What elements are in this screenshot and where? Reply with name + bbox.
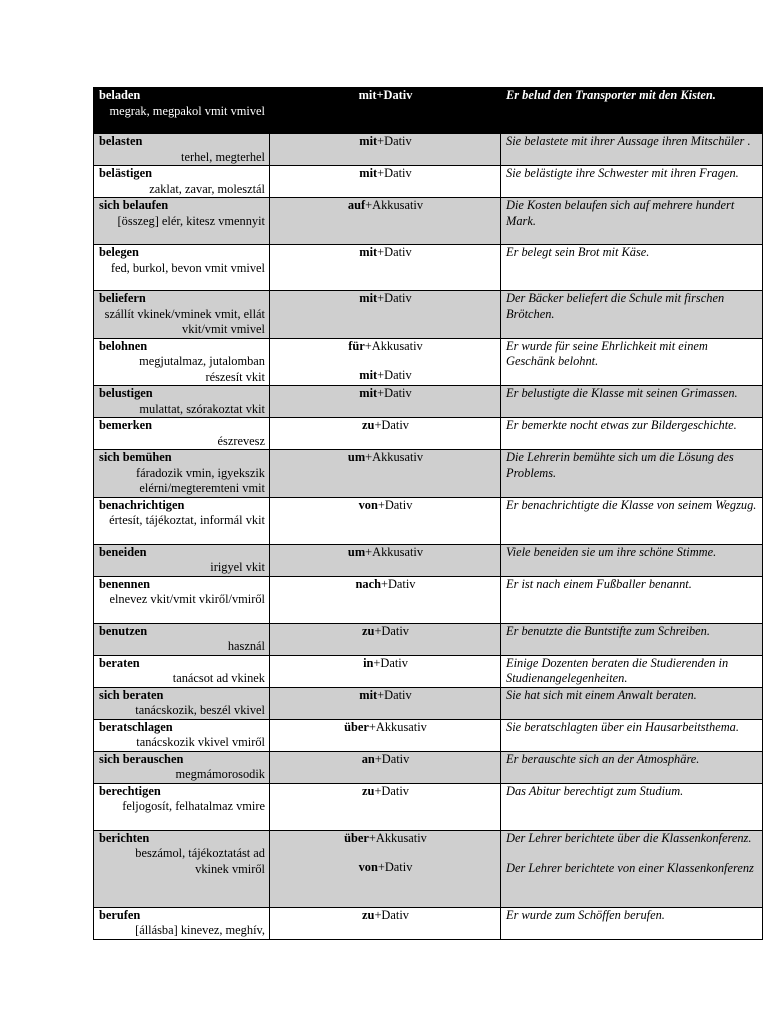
preposition-cell <box>270 245 501 291</box>
preposition-line <box>275 784 496 800</box>
verb-cell <box>94 386 270 418</box>
table-row <box>94 751 763 783</box>
meaning-text: észrevesz <box>217 433 265 448</box>
preposition-cell <box>270 751 501 783</box>
example-cell <box>501 166 763 198</box>
table-row <box>94 245 763 291</box>
verb-cell <box>94 497 270 544</box>
verb-cell <box>94 245 270 291</box>
preposition-cell <box>270 907 501 939</box>
verb-cell <box>94 751 270 783</box>
preposition-word: mit <box>359 368 378 382</box>
meaning-text: mulattat, szórakoztat vkit <box>139 401 265 416</box>
verb-cell <box>94 719 270 751</box>
table-row <box>94 338 763 386</box>
table-row <box>94 386 763 418</box>
preposition-word: mit <box>359 134 378 148</box>
example-cell <box>501 245 763 291</box>
case-word: +Akkusativ <box>365 544 424 559</box>
preposition-cell <box>270 719 501 751</box>
preposition-word: mit <box>359 291 378 305</box>
example-sentence: Er wurde für seine Ehrlichkeit mit einem Geschänk belohnt. <box>506 338 708 368</box>
table-row <box>94 830 763 907</box>
example-cell <box>501 134 763 166</box>
preposition-word: von <box>358 860 378 874</box>
preposition-cell <box>270 687 501 719</box>
meaning-text: használ <box>227 639 265 653</box>
verb-text: sich belaufen <box>99 198 169 212</box>
preposition-word: mit <box>359 386 378 400</box>
case-word: +Dativ <box>377 687 412 702</box>
preposition-word: mit <box>359 687 378 702</box>
verb-text: sich berauschen <box>99 751 184 766</box>
case-word: +Dativ <box>377 245 412 259</box>
verb-cell <box>94 166 270 198</box>
preposition-line <box>275 418 496 434</box>
meaning-text: tanácskozik, beszél vkivel <box>135 703 265 717</box>
example-cell <box>501 719 763 751</box>
example-cell <box>501 338 763 386</box>
example-cell <box>501 450 763 498</box>
preposition-line <box>275 577 496 593</box>
example-sentence: Er benutzte die Buntstifte zum Schreiben. <box>506 623 710 638</box>
verb-text: benachrichtigen <box>99 497 185 512</box>
preposition-line <box>275 368 496 384</box>
example-cell <box>501 830 763 907</box>
verb-text: beratschlagen <box>99 719 173 734</box>
preposition-word: um <box>347 544 366 559</box>
example-cell <box>501 751 763 783</box>
case-word: +Dativ <box>377 386 412 400</box>
verb-text: belästigen <box>99 166 153 180</box>
verb-cell <box>94 830 270 907</box>
verb-cell <box>94 338 270 386</box>
example-sentence: Der Lehrer berichtete von einer Klassenkonferenz <box>506 861 754 875</box>
example-cell <box>501 783 763 830</box>
preposition-line <box>275 752 496 768</box>
preposition-line <box>275 450 496 466</box>
case-word: +Dativ <box>373 655 408 670</box>
example-cell <box>501 907 763 939</box>
meaning-text: elnevez vkit/vmit vkiről/vmiről <box>109 592 265 606</box>
table-row <box>94 783 763 830</box>
case-word: +Dativ <box>376 88 413 102</box>
verb-cell <box>94 655 270 687</box>
meaning-text: irigyel vkit <box>210 560 265 574</box>
verb-cell <box>94 198 270 245</box>
preposition-cell <box>270 655 501 687</box>
example-sentence: Sie hat sich mit einem Anwalt beraten. <box>506 687 697 702</box>
preposition-line <box>275 291 496 307</box>
verb-preposition-table <box>93 87 763 940</box>
example-cell <box>501 418 763 450</box>
preposition-line <box>275 386 496 402</box>
example-sentence: Er benachrichtigte die Klasse von seinem Wegzug. <box>506 497 757 512</box>
table-row <box>94 687 763 719</box>
preposition-line <box>275 245 496 261</box>
example-cell <box>501 544 763 576</box>
case-word: +Dativ <box>377 291 412 305</box>
case-word: +Dativ <box>374 907 409 922</box>
table-row-highlighted <box>94 88 763 134</box>
example-sentence: Einige Dozenten beraten die Studierenden in Studienangelegenheiten. <box>506 655 729 685</box>
preposition-cell <box>270 830 501 907</box>
table-row <box>94 497 763 544</box>
table-body <box>94 88 763 940</box>
preposition-line <box>275 688 496 704</box>
preposition-word: zu <box>362 783 375 798</box>
table-row <box>94 576 763 623</box>
verb-cell <box>94 134 270 166</box>
verb-text: berichten <box>99 830 150 845</box>
table-row <box>94 450 763 498</box>
case-word: +Akkusativ <box>364 338 423 353</box>
meaning-text: terhel, megterhel <box>181 149 265 164</box>
verb-text: berechtigen <box>99 783 161 798</box>
case-word: +Dativ <box>377 368 412 382</box>
preposition-cell <box>270 576 501 623</box>
verb-text: beneiden <box>99 544 147 559</box>
preposition-word: an <box>361 751 375 766</box>
preposition-cell <box>270 450 501 498</box>
meaning-text: megmámorosodik <box>175 767 265 781</box>
preposition-line <box>275 720 496 736</box>
example-sentence: Sie belästigte ihre Schwester mit ihren Fragen. <box>506 166 739 180</box>
preposition-word: für <box>348 338 365 353</box>
case-word: +Akkusativ <box>365 450 424 464</box>
table-row <box>94 418 763 450</box>
preposition-line <box>275 166 496 182</box>
example-sentence: Der Bäcker beliefert die Schule mit firschen Brötchen. <box>506 291 725 321</box>
table-row <box>94 907 763 939</box>
meaning-text: beszámol, tájékoztatást ad vkinek vmiről <box>135 846 265 876</box>
meaning-text: szállít vkinek/vminek vmit, ellát vkit/vmit vmivel <box>104 306 265 336</box>
verb-text: belustigen <box>99 386 153 400</box>
verb-text: benennen <box>99 576 150 591</box>
preposition-cell <box>270 338 501 386</box>
verb-text: belegen <box>99 245 139 259</box>
preposition-word: von <box>358 497 378 512</box>
example-sentence: Das Abitur berechtigt zum Studium. <box>506 783 684 798</box>
preposition-word: zu <box>362 907 375 922</box>
example-cell <box>501 497 763 544</box>
example-sentence: Viele beneiden sie um ihre schöne Stimme. <box>506 544 717 559</box>
verb-text: benutzen <box>99 623 148 638</box>
example-cell <box>501 88 763 134</box>
meaning-text: [állásba] kinevez, meghív, <box>135 923 265 937</box>
example-sentence: Er belegt sein Brot mit Käse. <box>506 245 650 259</box>
verb-text: bemerken <box>99 418 152 432</box>
case-word: +Akkusativ <box>368 830 427 845</box>
example-sentence: Der Lehrer berichtete über die Klassenkonferenz. <box>506 830 752 845</box>
case-word: +Dativ <box>377 166 412 180</box>
example-cell <box>501 386 763 418</box>
preposition-word: zu <box>362 418 375 432</box>
meaning-text: fed, burkol, bevon vmit vmivel <box>110 260 265 275</box>
preposition-cell <box>270 544 501 576</box>
preposition-cell <box>270 291 501 339</box>
verb-cell <box>94 623 270 655</box>
example-sentence: Er belustigte die Klasse mit seinen Grimassen. <box>506 386 738 400</box>
meaning-text: zaklat, zavar, molesztál <box>149 181 265 196</box>
table-row <box>94 291 763 339</box>
example-sentence: Die Kosten belaufen sich auf mehrere hundert Mark. <box>506 198 735 228</box>
meaning-text: értesít, tájékoztat, informál vkit <box>109 513 265 527</box>
table-row <box>94 719 763 751</box>
example-sentence: Die Lehrerin bemühte sich um die Lösung des Problems. <box>506 450 734 480</box>
verb-text: beladen <box>99 88 141 102</box>
case-word: +Dativ <box>374 783 409 798</box>
verb-text: sich beraten <box>99 687 164 702</box>
case-word: +Dativ <box>374 418 409 432</box>
preposition-cell <box>270 418 501 450</box>
case-word: +Dativ <box>377 134 412 148</box>
verb-text: sich bemühen <box>99 450 172 464</box>
preposition-line <box>275 198 496 214</box>
preposition-word: in <box>363 655 374 670</box>
table-row <box>94 655 763 687</box>
table-row <box>94 134 763 166</box>
example-sentence: Er berauschte sich an der Atmosphäre. <box>506 751 700 766</box>
meaning-text: megrak, megpakol vmit vmivel <box>109 103 265 118</box>
preposition-word: zu <box>362 623 375 638</box>
meaning-text: tanácskozik vkivel vmiről <box>136 735 265 749</box>
example-sentence: Er ist nach einem Fußballer benannt. <box>506 576 692 591</box>
verb-cell <box>94 576 270 623</box>
preposition-line <box>275 498 496 514</box>
verb-text: belohnen <box>99 338 148 353</box>
preposition-line <box>275 88 496 104</box>
preposition-cell <box>270 134 501 166</box>
preposition-line <box>275 831 496 847</box>
preposition-word: mit <box>359 166 378 180</box>
example-sentence: Sie beratschlagten über ein Hausarbeitsthema. <box>506 719 739 734</box>
meaning-text: megjutalmaz, jutalomban részesít vkit <box>139 354 265 384</box>
case-word: +Dativ <box>377 497 413 512</box>
example-sentence: Er wurde zum Schöffen berufen. <box>506 907 665 922</box>
preposition-line <box>275 908 496 924</box>
example-sentence: Er bemerkte nocht etwas zur Bildergeschichte. <box>506 418 737 432</box>
example-cell <box>501 655 763 687</box>
example-cell <box>501 198 763 245</box>
case-word: +Dativ <box>374 623 409 638</box>
verb-text: beliefern <box>99 291 146 305</box>
verb-text: berufen <box>99 907 141 922</box>
table-row <box>94 623 763 655</box>
preposition-line <box>275 339 496 355</box>
preposition-word: mit <box>359 245 378 259</box>
verb-cell <box>94 687 270 719</box>
example-cell <box>501 687 763 719</box>
case-word: +Dativ <box>380 576 416 591</box>
example-cell <box>501 576 763 623</box>
preposition-word: auf <box>347 198 366 212</box>
preposition-word: mit <box>358 88 377 102</box>
meaning-text: fáradozik vmin, igyekszik elérni/megteremteni vmit <box>135 465 265 495</box>
preposition-cell <box>270 497 501 544</box>
preposition-word: über <box>344 830 369 845</box>
preposition-word: um <box>347 450 366 464</box>
preposition-line <box>275 656 496 672</box>
table-row <box>94 544 763 576</box>
preposition-line <box>275 624 496 640</box>
preposition-word: über <box>344 719 369 734</box>
verb-cell <box>94 418 270 450</box>
preposition-word: nach <box>355 576 381 591</box>
verb-cell <box>94 450 270 498</box>
verb-cell <box>94 544 270 576</box>
meaning-text: [összeg] elér, kitesz vmennyit <box>117 213 265 228</box>
preposition-cell <box>270 783 501 830</box>
verb-cell <box>94 783 270 830</box>
verb-text: beraten <box>99 655 140 670</box>
verb-cell <box>94 88 270 134</box>
example-cell <box>501 623 763 655</box>
preposition-cell <box>270 623 501 655</box>
case-word: +Dativ <box>374 751 410 766</box>
meaning-text: feljogosít, felhatalmaz vmire <box>122 799 265 813</box>
preposition-cell <box>270 386 501 418</box>
example-sentence: Sie belastete mit ihrer Aussage ihren Mitschüler . <box>506 134 751 148</box>
case-word: +Akkusativ <box>365 198 424 212</box>
table-row <box>94 198 763 245</box>
preposition-cell <box>270 166 501 198</box>
table-row <box>94 166 763 198</box>
example-cell <box>501 291 763 339</box>
case-word: +Dativ <box>377 860 413 874</box>
preposition-line <box>275 134 496 150</box>
example-sentence: Er belud den Transporter mit den Kisten. <box>506 88 716 102</box>
preposition-cell <box>270 198 501 245</box>
preposition-line <box>275 860 496 876</box>
meaning-text: tanácsot ad vkinek <box>172 671 265 685</box>
case-word: +Akkusativ <box>368 719 427 734</box>
preposition-cell <box>270 88 501 134</box>
verb-text: belasten <box>99 134 143 148</box>
verb-cell <box>94 291 270 339</box>
preposition-line <box>275 545 496 561</box>
verb-cell <box>94 907 270 939</box>
